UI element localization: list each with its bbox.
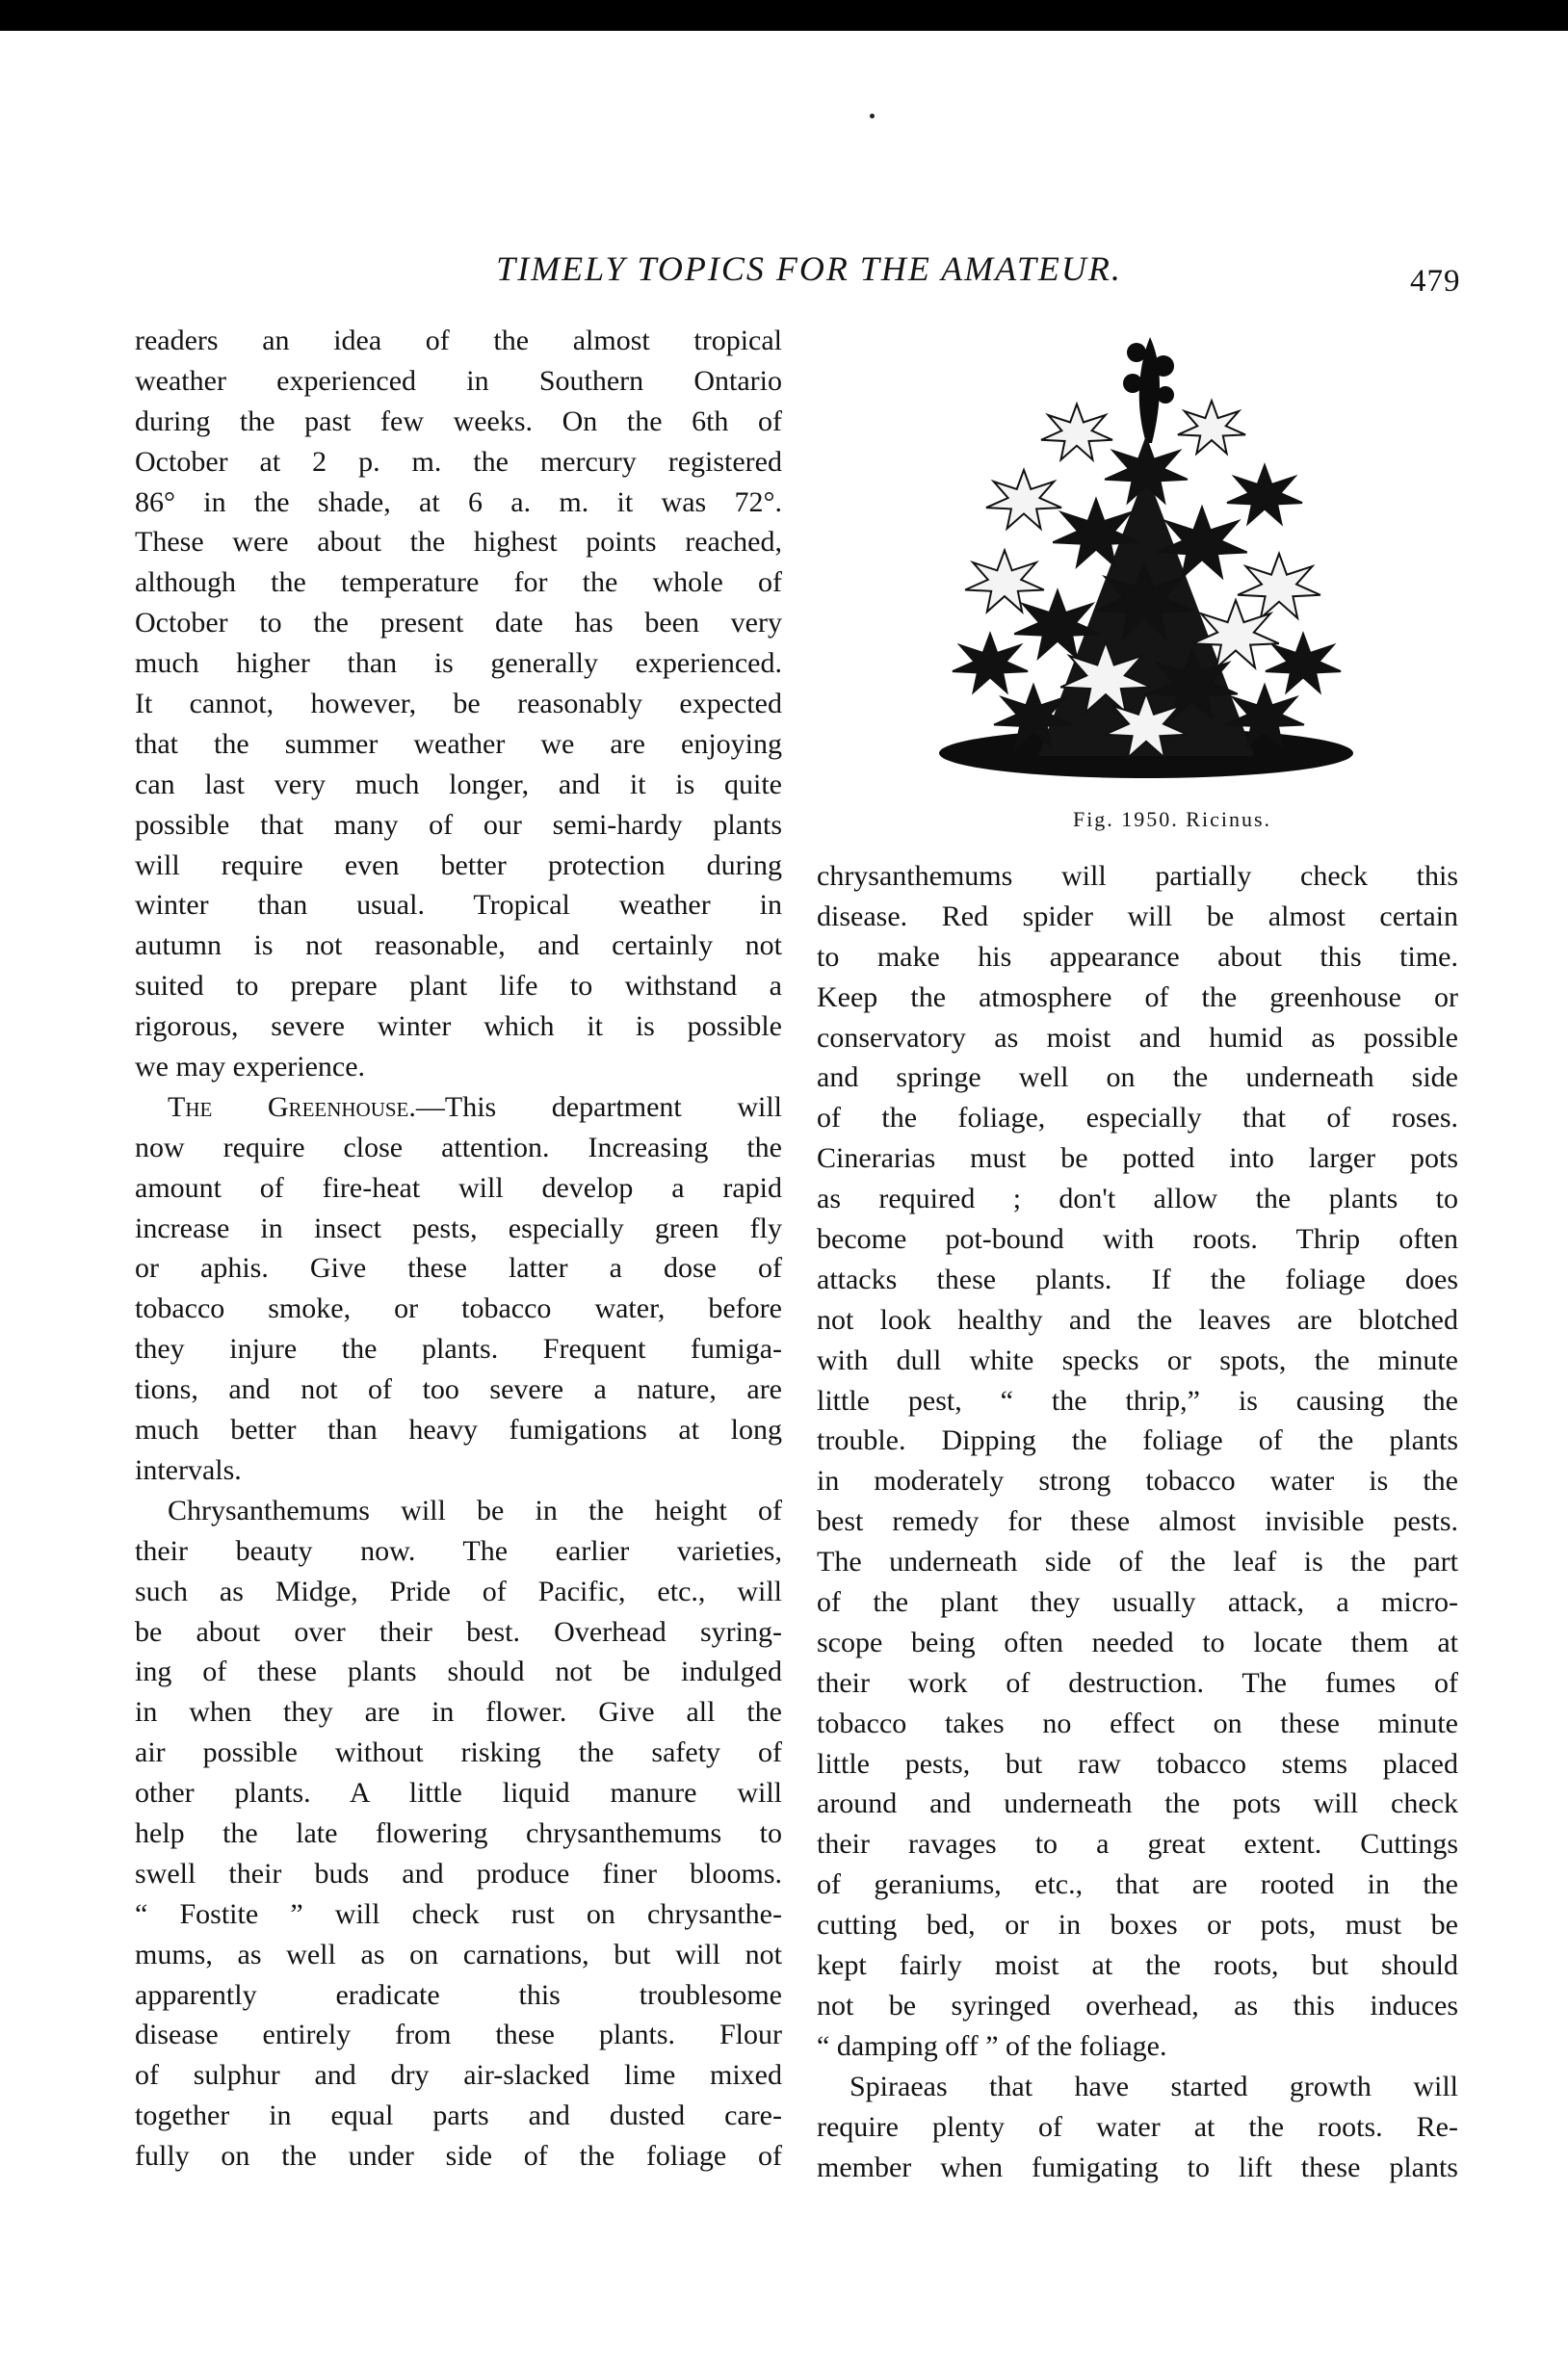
text-line: we may experience. xyxy=(135,1051,366,1083)
text-line: their work of destruction. The fumes of xyxy=(817,1666,1458,1699)
text-line: their ravages to a great extent. Cuttings xyxy=(817,1828,1458,1861)
text-line: with dull white specks or spots, the minute xyxy=(817,1344,1458,1376)
text-line: chrysanthemums will partially check this xyxy=(817,860,1458,892)
text-line: of geraniums, etc., that are rooted in the xyxy=(817,1868,1458,1901)
text-line: in moderately strong tobacco water is the xyxy=(817,1465,1458,1498)
text-line: conservatory as moist and humid as possible xyxy=(817,1021,1458,1054)
text-line: require plenty of water at the roots. Re- xyxy=(817,2110,1458,2143)
leaf-shape xyxy=(953,634,1028,692)
leaf-shape xyxy=(1238,554,1320,618)
text-line: October to the present date has been very xyxy=(135,607,782,639)
text-line: “ Fostite ” will check rust on chrysanthe- xyxy=(135,1897,782,1930)
text-line: Spiraeas that have started growth will xyxy=(849,2070,1458,2102)
text-line: disease. Red spider will be almost certain xyxy=(817,900,1458,932)
text-line: intervals. xyxy=(135,1453,242,1486)
text-line: cutting bed, or in boxes or pots, must be xyxy=(817,1909,1458,1942)
ricinus-plant-drawing xyxy=(932,327,1356,780)
text-line: weather experienced in Southern Ontario xyxy=(135,364,782,397)
text-line: little pest, “ the thrip,” is causing the xyxy=(817,1384,1458,1417)
text-line: suited to prepare plant life to withstand a xyxy=(135,970,782,1003)
leaf-shape xyxy=(986,470,1061,529)
text-line: scope being often needed to locate them at xyxy=(817,1626,1458,1658)
text-line: together in equal parts and dusted care- xyxy=(135,2100,782,2132)
leaf-shape xyxy=(965,550,1044,612)
text-line: trouble. Dipping the foliage of the plants xyxy=(817,1424,1458,1457)
text-line: be about over their best. Overhead syring- xyxy=(135,1615,782,1648)
text-line: disease entirely from these plants. Flour xyxy=(135,2019,782,2051)
text-line: The underneath side of the leaf is the part xyxy=(817,1546,1458,1578)
text-line: and springe well on the underneath side xyxy=(817,1061,1458,1094)
text-line: mums, as well as on carnations, but will not xyxy=(135,1938,782,1970)
leaf-shape xyxy=(1041,404,1112,460)
leaf-shape xyxy=(1227,465,1302,524)
text-line: Keep the atmosphere of the greenhouse or xyxy=(817,980,1458,1013)
text-line: kept fairly moist at the roots, but should xyxy=(817,1949,1458,1982)
text-line: although the temperature for the whole of xyxy=(135,566,782,599)
text-line: their beauty now. The earlier varieties, xyxy=(135,1534,782,1567)
text-line: tions, and not of too severe a nature, are xyxy=(135,1373,782,1406)
text-line: fully on the under side of the foliage of xyxy=(135,2140,782,2173)
text-line: member when fumigating to lift these plants xyxy=(817,2151,1458,2183)
section-heading: The Greenhouse. xyxy=(168,1090,416,1123)
text-line: as required ; don't allow the plants to xyxy=(817,1183,1458,1215)
text-line: swell their buds and produce finer blooms. xyxy=(135,1857,782,1890)
text-line: much better than heavy fumigations at long xyxy=(135,1414,782,1447)
text-line: of sulphur and dry air-slacked lime mixed xyxy=(135,2059,782,2092)
text-line: ing of these plants should not be indulged xyxy=(135,1656,782,1688)
text-line: It cannot, however, be reasonably expected xyxy=(135,688,782,720)
text-line: readers an idea of the almost tropical xyxy=(135,325,782,356)
text-line: they injure the plants. Frequent fumiga- xyxy=(135,1333,782,1366)
text-line: such as Midge, Pride of Pacific, etc., will xyxy=(135,1575,782,1607)
running-header-title: TIMELY TOPICS FOR THE AMATEUR. xyxy=(496,249,1122,288)
text-line: not be syringed overhead, as this induces xyxy=(817,1989,1458,2022)
text-line: 86° in the shade, at 6 a. m. it was 72°. xyxy=(135,485,782,518)
section-heading-continuation: —This department will xyxy=(415,1090,782,1123)
text-line: attacks these plants. If the foliage does xyxy=(817,1263,1458,1295)
ricinus-illustration xyxy=(932,327,1356,780)
text-line: become pot-bound with roots. Thrip often xyxy=(817,1223,1458,1256)
text-line: during the past few weeks. On the 6th of xyxy=(135,404,782,437)
text-line: rigorous, severe winter which it is possible xyxy=(135,1010,782,1043)
text-line: apparently eradicate this troublesome xyxy=(135,1978,782,2011)
text-line: autumn is not reasonable, and certainly not xyxy=(135,929,782,962)
text-line: tobacco smoke, or tobacco water, before xyxy=(135,1292,782,1325)
text-line: can last very much longer, and it is quite xyxy=(135,768,782,800)
text-line: best remedy for these almost invisible pests. xyxy=(817,1505,1458,1538)
text-line: to make his appearance about this time. xyxy=(817,940,1458,973)
text-line: tobacco takes no effect on these minute xyxy=(817,1707,1458,1739)
text-line: Cinerarias must be potted into larger pots xyxy=(817,1142,1458,1175)
text-line: “ damping off ” of the foliage. xyxy=(817,2029,1167,2062)
text-line: amount of fire-heat will develop a rapid xyxy=(135,1171,782,1204)
text-line: These were about the highest points reached, xyxy=(135,526,782,559)
text-line: other plants. A little liquid manure will xyxy=(135,1777,782,1810)
text-line: or aphis. Give these latter a dose of xyxy=(135,1252,782,1285)
figure-caption: Fig. 1950. Ricinus. xyxy=(1072,807,1272,831)
text-line: October at 2 p. m. the mercury registered xyxy=(135,445,782,478)
text-line: not look healthy and the leaves are blotched xyxy=(817,1303,1458,1336)
text-line: much higher than is generally experienced. xyxy=(135,647,782,680)
text-line: air possible without risking the safety of xyxy=(135,1736,782,1769)
right-column-text xyxy=(817,856,1458,2187)
text-line: that the summer weather we are enjoying xyxy=(135,727,782,760)
text-line: increase in insect pests, especially green fly xyxy=(135,1212,782,1244)
text-line: winter than usual. Tropical weather in xyxy=(135,889,782,922)
text-line: help the late flowering chrysanthemums to xyxy=(135,1816,782,1849)
text-line: possible that many of our semi-hardy plants xyxy=(135,808,782,841)
scan-speck xyxy=(870,114,875,118)
text-line: little pests, but raw tobacco stems placed xyxy=(817,1747,1458,1780)
text-line: Chrysanthemums will be in the height of xyxy=(168,1494,782,1526)
page-number: 479 xyxy=(1410,264,1461,299)
scan-top-border xyxy=(0,0,1568,31)
leaf-shape xyxy=(1178,401,1245,454)
text-line xyxy=(135,1087,782,1128)
text-line: will require even better protection during xyxy=(135,848,782,881)
left-column-text xyxy=(135,321,782,2177)
text-line: now require close attention. Increasing the xyxy=(135,1131,782,1163)
text-line: of the foliage, especially that of roses. xyxy=(817,1102,1458,1135)
text-line: around and underneath the pots will check xyxy=(817,1787,1458,1820)
text-line: of the plant they usually attack, a micro- xyxy=(817,1586,1458,1619)
text-line: in when they are in flower. Give all the xyxy=(135,1696,782,1729)
